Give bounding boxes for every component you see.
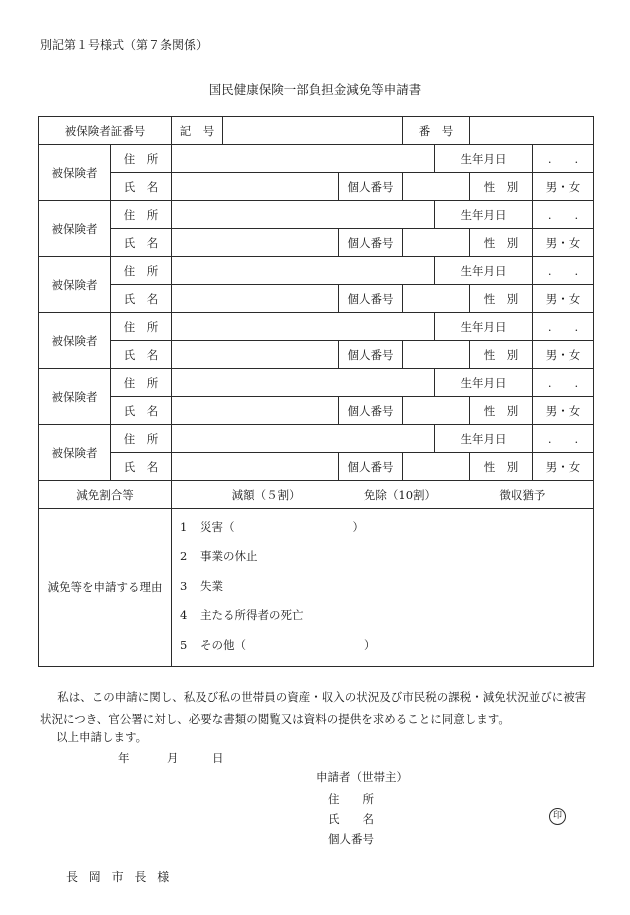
personal-number-field[interactable] bbox=[403, 341, 470, 369]
personal-number-field[interactable] bbox=[403, 285, 470, 313]
name-field[interactable] bbox=[172, 341, 339, 369]
birthdate-label: 生年月日 bbox=[435, 369, 533, 397]
reason-bracket-close: ） bbox=[352, 520, 364, 534]
insured-address-row bbox=[39, 145, 594, 173]
seal-mark-icon: 印 bbox=[549, 808, 566, 825]
reason-option[interactable] bbox=[180, 572, 593, 601]
reason-number: 3 bbox=[180, 578, 188, 593]
insured-address-row bbox=[39, 425, 594, 453]
card-number-field-label: 番 号 bbox=[403, 117, 470, 145]
reason-text: その他（ bbox=[200, 637, 246, 652]
address-field[interactable] bbox=[172, 313, 435, 341]
reduction-options bbox=[172, 481, 594, 509]
reason-number: 5 bbox=[180, 637, 188, 652]
reason-option[interactable] bbox=[180, 513, 593, 542]
reason-label: 減免等を申請する理由 bbox=[39, 509, 172, 667]
card-number-label: 被保険者証番号 bbox=[39, 117, 172, 145]
reason-option[interactable] bbox=[180, 542, 593, 571]
insured-address-row bbox=[39, 369, 594, 397]
birthdate-label: 生年月日 bbox=[435, 201, 533, 229]
card-symbol-field[interactable] bbox=[223, 117, 403, 145]
personal-number-field[interactable] bbox=[403, 453, 470, 481]
address-label: 住 所 bbox=[111, 425, 172, 453]
address-label: 住 所 bbox=[111, 257, 172, 285]
reduction-label: 減免割合等 bbox=[39, 481, 172, 509]
name-label: 氏 名 bbox=[111, 341, 172, 369]
insured-name-row bbox=[39, 341, 594, 369]
insured-name-row bbox=[39, 229, 594, 257]
insured-label: 被保険者 bbox=[39, 425, 111, 481]
reason-text: 災害（ bbox=[200, 520, 235, 534]
reason-row bbox=[39, 509, 594, 667]
addressee: 長岡市長様 bbox=[66, 870, 181, 884]
reduction-option[interactable]: 徴収猶予 bbox=[499, 487, 546, 502]
reason-number: 1 bbox=[180, 520, 188, 534]
reason-text: 事業の休止 bbox=[200, 549, 258, 564]
reason-bracket-close: ） bbox=[364, 637, 376, 652]
address-label: 住 所 bbox=[111, 369, 172, 397]
personal-number-label: 個人番号 bbox=[339, 397, 403, 425]
name-label: 氏 名 bbox=[111, 173, 172, 201]
personal-number-field[interactable] bbox=[403, 397, 470, 425]
personal-number-label: 個人番号 bbox=[339, 229, 403, 257]
sex-selector[interactable]: 男・女 bbox=[533, 341, 594, 369]
request-statement: 以上申請します。 bbox=[56, 730, 148, 744]
applicant-name-label: 氏 名 bbox=[328, 812, 374, 826]
sex-label: 性 別 bbox=[470, 229, 533, 257]
address-label: 住 所 bbox=[111, 313, 172, 341]
form-title: 国民健康保険一部負担金減免等申請書 bbox=[208, 82, 422, 97]
insured-address-row bbox=[39, 313, 594, 341]
date-day-label: 日 bbox=[212, 751, 224, 765]
address-field[interactable] bbox=[172, 201, 435, 229]
address-field[interactable] bbox=[172, 145, 435, 173]
name-field[interactable] bbox=[172, 453, 339, 481]
sex-label: 性 別 bbox=[470, 341, 533, 369]
insured-label: 被保険者 bbox=[39, 257, 111, 313]
name-field[interactable] bbox=[172, 229, 339, 257]
name-label: 氏 名 bbox=[111, 285, 172, 313]
card-number-row bbox=[39, 117, 594, 145]
address-field[interactable] bbox=[172, 369, 435, 397]
sex-selector[interactable]: 男・女 bbox=[533, 397, 594, 425]
reason-option[interactable] bbox=[180, 631, 593, 660]
address-label: 住 所 bbox=[111, 145, 172, 173]
name-label: 氏 名 bbox=[111, 397, 172, 425]
birthdate-field[interactable]: . . bbox=[533, 201, 594, 229]
reason-option[interactable] bbox=[180, 601, 593, 630]
card-number-field[interactable] bbox=[470, 117, 594, 145]
reason-list-cell bbox=[172, 509, 594, 667]
insured-label: 被保険者 bbox=[39, 145, 111, 201]
birthdate-label: 生年月日 bbox=[435, 425, 533, 453]
insured-name-row bbox=[39, 285, 594, 313]
sex-label: 性 別 bbox=[470, 453, 533, 481]
insured-name-row bbox=[39, 397, 594, 425]
sex-selector[interactable]: 男・女 bbox=[533, 285, 594, 313]
personal-number-label: 個人番号 bbox=[339, 341, 403, 369]
personal-number-field[interactable] bbox=[403, 229, 470, 257]
insured-label: 被保険者 bbox=[39, 369, 111, 425]
reduction-row bbox=[39, 481, 594, 509]
sex-label: 性 別 bbox=[470, 397, 533, 425]
birthdate-field[interactable]: . . bbox=[533, 257, 594, 285]
birthdate-label: 生年月日 bbox=[435, 145, 533, 173]
reason-text: 失業 bbox=[200, 578, 223, 593]
personal-number-field[interactable] bbox=[403, 173, 470, 201]
birthdate-field[interactable]: . . bbox=[533, 313, 594, 341]
insured-name-row bbox=[39, 453, 594, 481]
applicant-address-label: 住 所 bbox=[328, 792, 374, 806]
date-year-label: 年 bbox=[118, 751, 130, 765]
reason-number: 2 bbox=[180, 549, 188, 564]
birthdate-label: 生年月日 bbox=[435, 313, 533, 341]
name-field[interactable] bbox=[172, 173, 339, 201]
consent-statement: 私は、この申請に関し、私及び私の世帯員の資産・収入の状況及び市民税の課税・減免状況並びに被害状況につき、官公署に対し、必要な書類の閲覧又は資料の提供を求めることに同意します。 bbox=[40, 690, 587, 726]
address-field[interactable] bbox=[172, 425, 435, 453]
reduction-option[interactable]: 免除（10割） bbox=[363, 487, 437, 502]
sex-selector[interactable]: 男・女 bbox=[533, 453, 594, 481]
applicant-label: 申請者（世帯主） bbox=[316, 770, 408, 784]
name-label: 氏 名 bbox=[111, 453, 172, 481]
form-number-label: 別記第１号様式（第７条関係） bbox=[40, 38, 209, 52]
birthdate-field[interactable]: . . bbox=[533, 425, 594, 453]
applicant-id-label: 個人番号 bbox=[328, 832, 374, 846]
insured-name-row bbox=[39, 173, 594, 201]
personal-number-label: 個人番号 bbox=[339, 285, 403, 313]
address-field[interactable] bbox=[172, 257, 435, 285]
personal-number-label: 個人番号 bbox=[339, 453, 403, 481]
sex-selector[interactable]: 男・女 bbox=[533, 229, 594, 257]
insured-label: 被保険者 bbox=[39, 201, 111, 257]
birthdate-field[interactable]: . . bbox=[533, 145, 594, 173]
name-field[interactable] bbox=[172, 285, 339, 313]
insured-address-row bbox=[39, 257, 594, 285]
sex-label: 性 別 bbox=[470, 173, 533, 201]
name-field[interactable] bbox=[172, 397, 339, 425]
name-label: 氏 名 bbox=[111, 229, 172, 257]
reduction-option[interactable]: 減額（５割） bbox=[231, 487, 301, 502]
birthdate-label: 生年月日 bbox=[435, 257, 533, 285]
sex-label: 性 別 bbox=[470, 285, 533, 313]
sex-selector[interactable]: 男・女 bbox=[533, 173, 594, 201]
insured-address-row bbox=[39, 201, 594, 229]
reason-number: 4 bbox=[180, 608, 188, 623]
application-table bbox=[38, 116, 594, 667]
card-symbol-label: 記 号 bbox=[172, 117, 223, 145]
address-label: 住 所 bbox=[111, 201, 172, 229]
date-month-label: 月 bbox=[167, 751, 179, 765]
insured-label: 被保険者 bbox=[39, 313, 111, 369]
birthdate-field[interactable]: . . bbox=[533, 369, 594, 397]
personal-number-label: 個人番号 bbox=[339, 173, 403, 201]
reason-text: 主たる所得者の死亡 bbox=[200, 608, 304, 623]
